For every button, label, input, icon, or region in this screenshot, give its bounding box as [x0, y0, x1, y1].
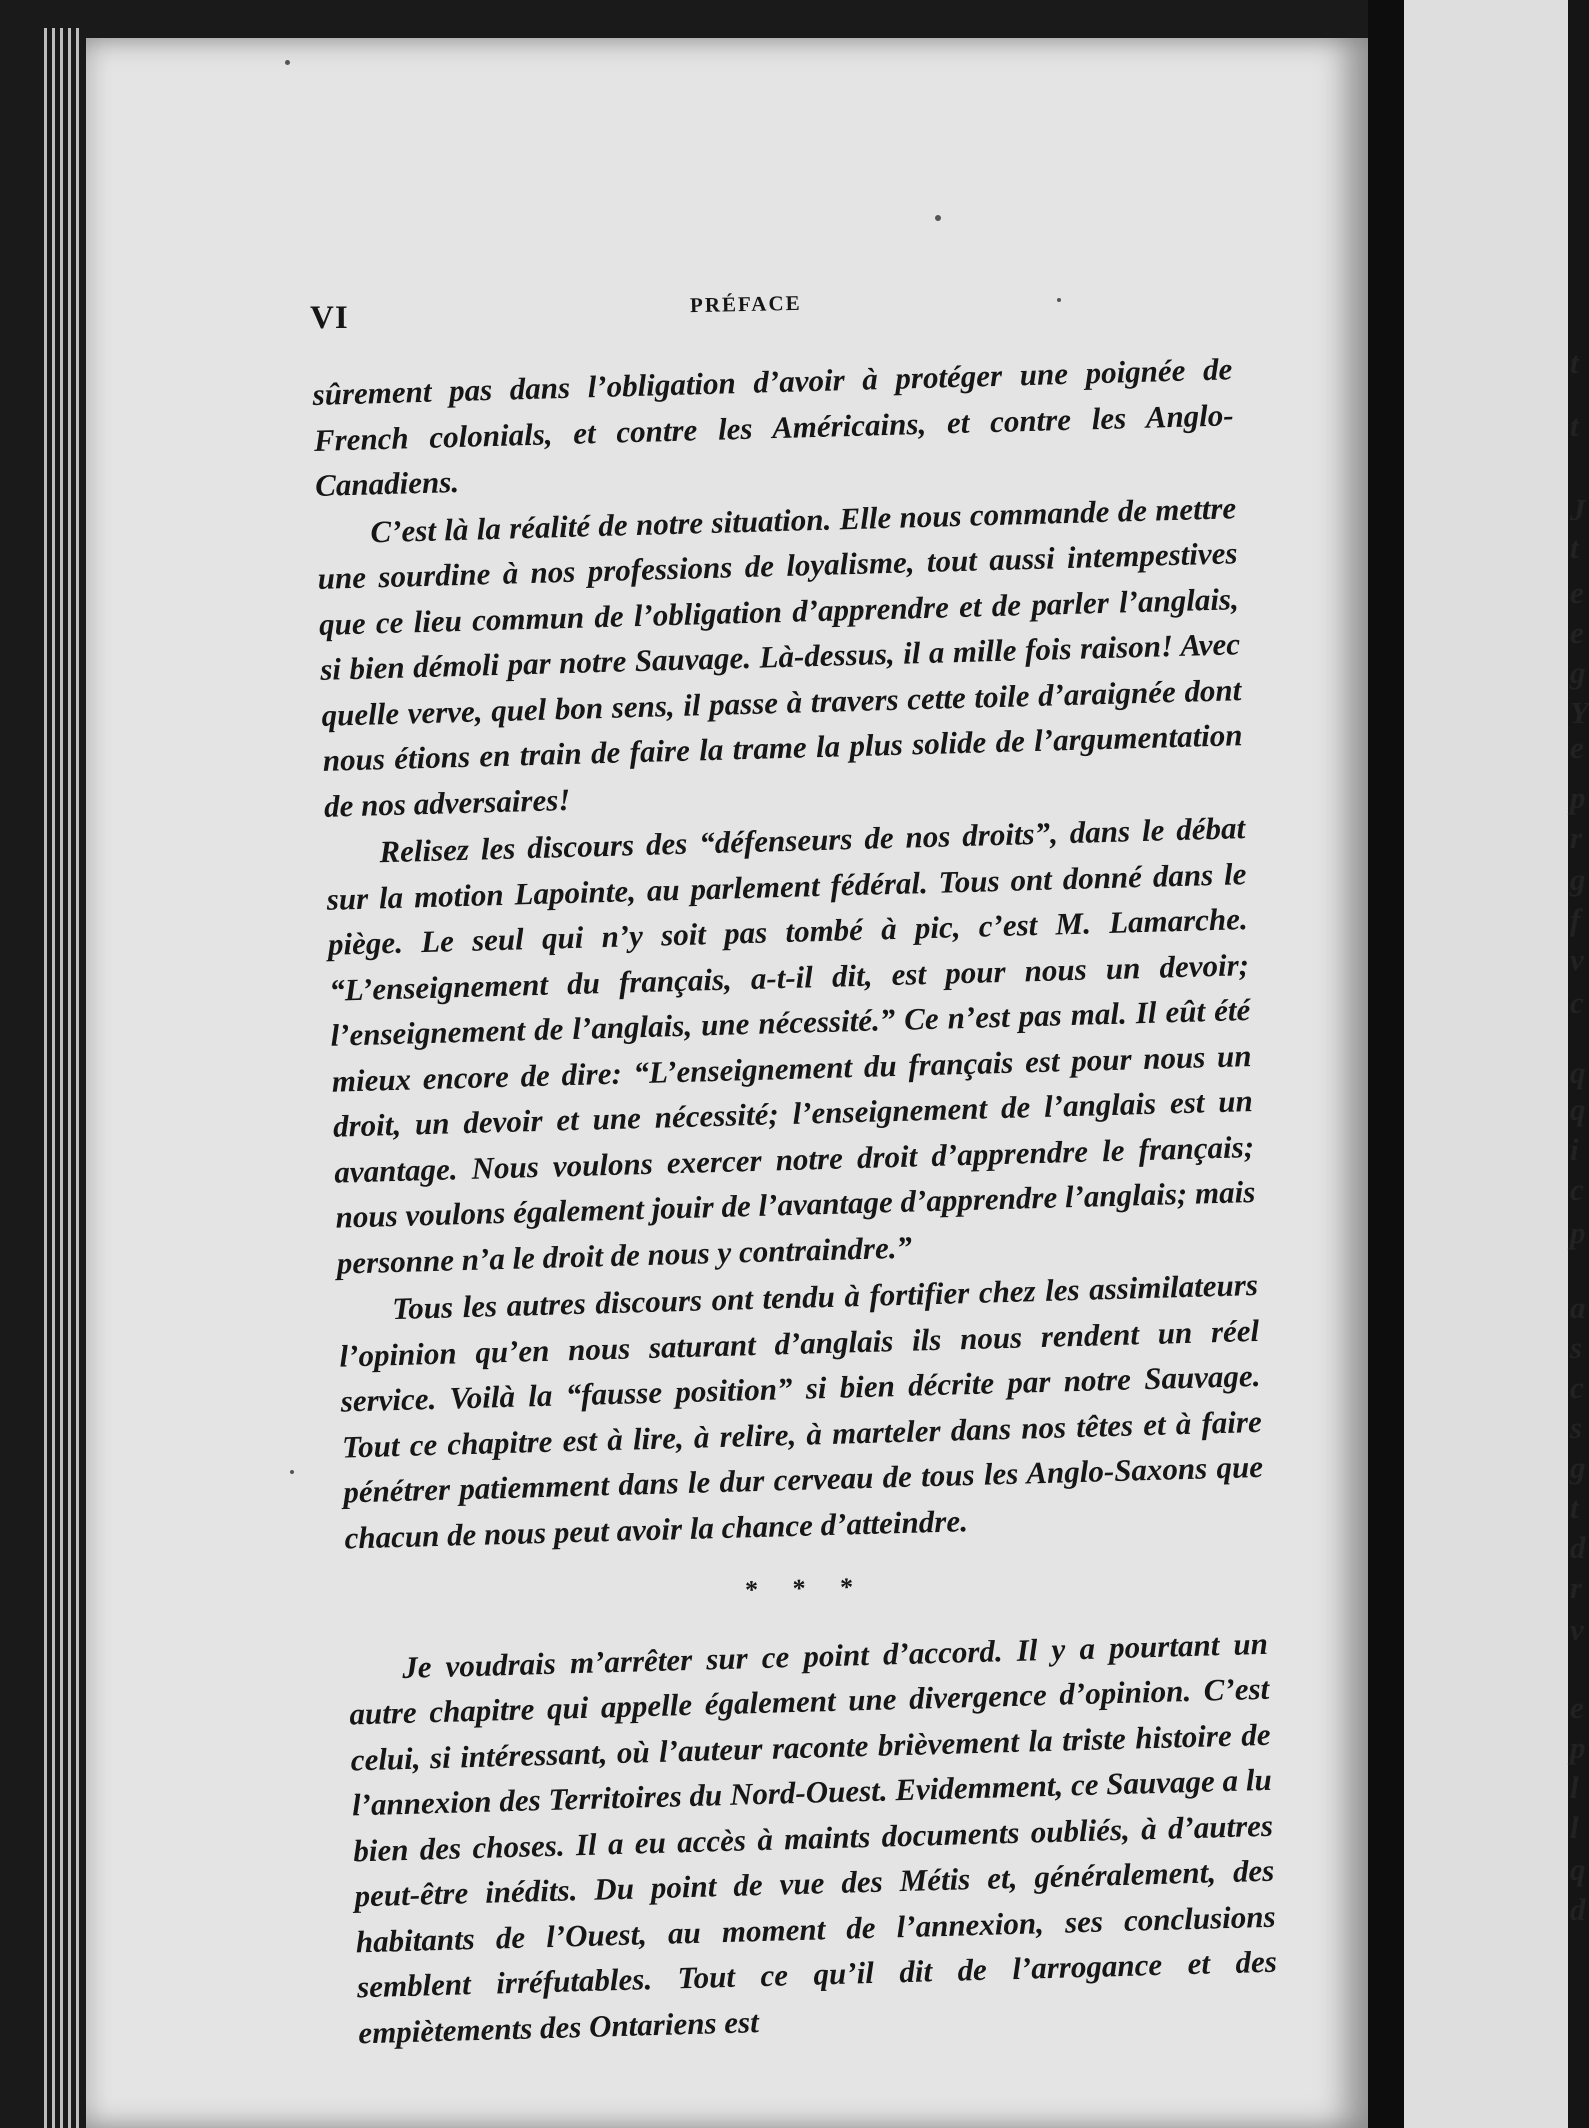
next-page-fragment: r: [1570, 1570, 1583, 1605]
next-page-fragment: t: [1570, 1490, 1579, 1525]
next-page-fragment: l: [1570, 1810, 1579, 1845]
speck: [285, 60, 290, 65]
next-page-fragment: q: [1570, 1055, 1586, 1090]
speck: [935, 215, 941, 221]
next-page-fragment: c: [1570, 1370, 1584, 1405]
next-page-fragment: d: [1570, 1530, 1586, 1565]
next-page-fragment: r: [1570, 820, 1583, 855]
next-page-fragment: q: [1570, 1852, 1586, 1887]
next-page-fragment: J: [1570, 492, 1586, 527]
next-page-fragment: p: [1570, 1215, 1586, 1250]
speck: [290, 1470, 294, 1474]
next-page-fragment: f: [1570, 902, 1581, 937]
next-page-fragment: e: [1570, 575, 1584, 610]
next-page-fragment: v: [1570, 942, 1584, 977]
next-page-fragment: d: [1570, 1892, 1586, 1927]
next-page-fragment: q: [1570, 1092, 1586, 1127]
paragraph: Relisez les discours des “défenseurs de nos droits”, dans le débat sur la motion Lapointe, au parlement fédéral. Tous ont donné dans le piège. Le seul qui n’y soit pas tombé à pic, c’est M. Lamarche. “L’enseignement du français, a-t-il dit, est pour nous un devoir; l’enseignement de l’anglais, une nécessité.” Ce n’est pas mal. Il eût été mieux encore de dire: “L’enseignement du français est pour nous un droit, un devoir et une nécessité; l’enseignement de l’anglais est un avantage. Nous voulons exercer notre droit d’apprendre le français; nous voulons également jouir de l’avantage d’apprendre l’anglais; mais personne n’a le droit de nous y contraindre.”: [326, 810, 1256, 1281]
next-page-fragment: e: [1570, 1690, 1584, 1725]
next-page-fragment: g: [1570, 655, 1586, 690]
next-page-fragment: Y: [1570, 695, 1589, 730]
next-page-fragment: v: [1570, 1612, 1584, 1647]
page-edge: [60, 28, 63, 2128]
paragraphs-after: [348, 1620, 1279, 2055]
next-page-fragment: t: [1570, 530, 1579, 565]
page-edge: [52, 28, 55, 2128]
next-page-fragment: a: [1570, 1290, 1586, 1325]
next-page-fragment: e: [1570, 730, 1584, 765]
speck: [1057, 298, 1061, 302]
next-page-fragment: s: [1570, 1330, 1583, 1365]
paragraph: Je voudrais m’arrêter sur ce point d’accord. Il y a pourtant un autre chapitre qui appelle également une divergence d’opinion. C’est celui, si intéressant, où l’auteur raconte brièvement la triste histoire de l’annexion des Territoires du Nord-Ouest. Evidemment, ce Sauvage a lu bien des choses. Il a eu accès à maints documents oubliés, à d’autres peut-être inédits. Du point de vue des Métis et, généralement, des habitants de l’Ouest, au moment de l’annexion, ses conclusions semblent irréfutables. Tout ce qu’il dit de l’arrogance et des empiètements des Ontariens est: [348, 1625, 1278, 2050]
book-gutter: [1368, 0, 1404, 2128]
next-page-fragment: c: [1570, 985, 1584, 1020]
next-page-fragment: g: [1570, 1450, 1586, 1485]
paragraph: Tous les autres discours ont tendu à fortifier chez les assimilateurs l’opinion qu’en nous saturant d’anglais ils nous rendent un réel service. Voilà la “fausse position” si bien décrite par notre Sauvage. Tout ce chapitre est à lire, à relire, à marteler dans nos têtes et à faire pénétrer patiemment dans le dur cerveau de tous les Anglo-Saxons que chacun de nous peut avoir la chance d’atteindre.: [338, 1266, 1264, 1556]
page-edge: [76, 28, 79, 2128]
body-text: [312, 346, 1279, 2057]
paragraph: sûrement pas dans l’obligation d’avoir à protéger une poignée de French colonials, et contre les Américains, et contre les Anglo-Canadiens.: [312, 351, 1235, 503]
paragraph: C’est là la réalité de notre situation. Elle nous commande de mettre une sourdine à nos professions de loyalisme, tout aussi intempestives que ce lieu commun de l’obligation d’apprendre et de parler l’anglais, si bien démoli par notre Sauvage. Là-dessus, il a mille fois raison! Avec quelle verve, quel bon sens, il passe à travers cette toile d’araignée dont nous étions en train de faire la trame la plus solide de l’argumentation de nos adversaires!: [317, 489, 1243, 824]
next-page-fragment: g: [1570, 862, 1586, 897]
paragraphs-before: [312, 346, 1265, 1560]
page-edge: [68, 28, 71, 2128]
next-page-fragment: e: [1570, 615, 1584, 650]
next-page-fragment: i: [1570, 1132, 1579, 1167]
next-page-fragment: c: [1570, 1172, 1584, 1207]
next-page-fragment: t: [1570, 408, 1579, 443]
running-head: PRÉFACE: [689, 290, 802, 318]
page-edge: [44, 28, 47, 2128]
next-page-fragment: p: [1570, 1730, 1586, 1765]
page-number: VI: [310, 300, 349, 336]
next-page-fragment: l: [1570, 1770, 1579, 1805]
next-page-fragment: t: [1570, 345, 1579, 380]
next-page-fragment: p: [1570, 780, 1586, 815]
right-page-edge: [1404, 0, 1589, 2128]
section-separator: * * *: [744, 1571, 868, 1605]
next-page-fragment: s: [1570, 1410, 1583, 1445]
